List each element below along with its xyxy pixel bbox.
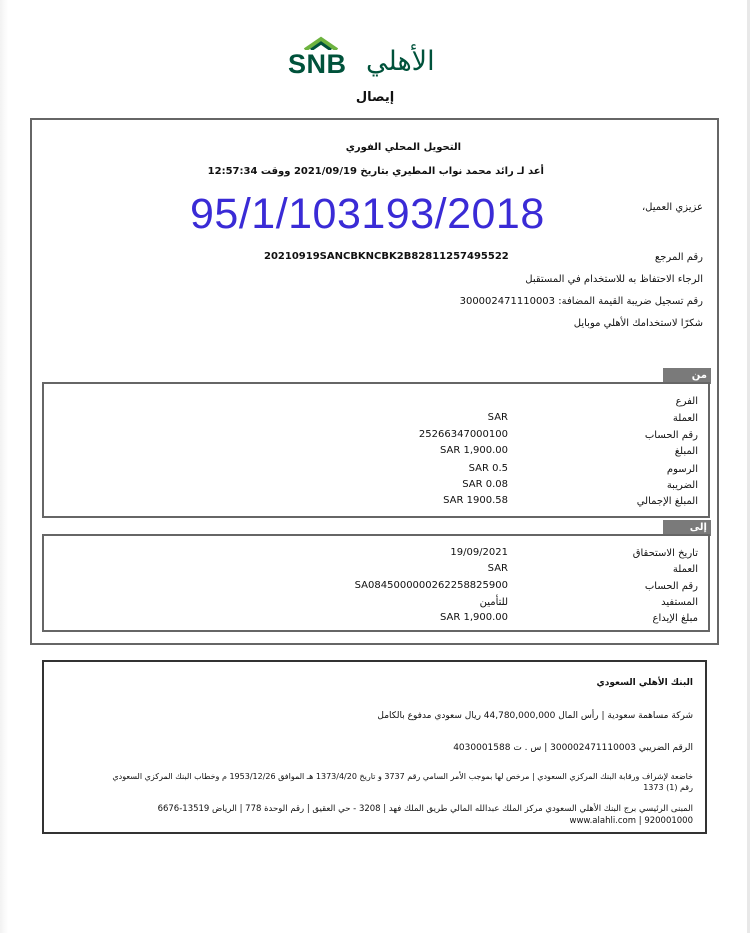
tax-label: الضريبة	[666, 480, 698, 491]
due-date-label: تاريخ الاستحقاق	[632, 548, 698, 559]
address-line: المبنى الرئيسي برج البنك الأهلي السعودي مركز الملك عبدالله المالي طريق الملك فهد | 3208 - حي العقيق | رقم الوحدة 778 | الرياض 13519-6676	[157, 804, 693, 814]
reference-value: 20210919SANCBKNCBK2B82811257495522	[264, 251, 509, 262]
to-tab: إلى	[663, 520, 711, 536]
vat-line: رقم تسجيل ضريبة القيمة المضافة: 300002471110003	[459, 296, 703, 307]
bank-name: البنك الأهلي السعودي	[596, 678, 693, 688]
keep-note: الرجاء الاحتفاظ به للاستخدام في المستقبل	[525, 274, 703, 285]
tax-value: 0.08 SAR	[462, 479, 508, 490]
logo-text-arabic: الأهلي	[366, 46, 435, 77]
contact-line: 920001000 | www.alahli.com	[569, 816, 693, 826]
total-label: المبلغ الإجمالي	[636, 496, 698, 507]
from-account-value: 25266347000100	[418, 429, 508, 440]
to-account-value: SA0845000000262258825900	[354, 580, 508, 591]
prepared-for-line: أعد لـ رائد محمد نواب المطيري بتاريخ 2021/09/19 ووقت 12:57:34	[207, 166, 544, 177]
page-edge	[0, 0, 8, 933]
handwritten-annotation-number: 95/1/103193/2018	[190, 190, 545, 238]
fees-label: الرسوم	[666, 464, 698, 475]
snb-logo	[288, 36, 453, 80]
to-currency-label: العملة	[672, 564, 698, 575]
deposit-label: مبلغ الإيداع	[652, 613, 698, 624]
regulation-line-2: رقم (1) 1373	[643, 783, 693, 792]
regulation-line: خاضعة لإشراف ورقابة البنك المركزي السعودي | مرخص لها بموجب الأمر السامي رقم 3737 و تاريخ 1373/4/20 هـ الموافق 1953/12/26 م وخطاب البنك المركزي السعودي	[112, 772, 693, 781]
amount-label: المبلغ	[674, 446, 698, 457]
amount-value: 1,900.00 SAR	[439, 445, 508, 456]
to-currency-value: SAR	[487, 563, 508, 574]
company-line: شركة مساهمة سعودية | رأس المال 44,780,000,000 ريال سعودي مدفوع بالكامل	[377, 711, 693, 721]
deposit-value: 1,900.00 SAR	[439, 612, 508, 623]
thanks-line: شكرًا لاستخدامك الأهلي موبايل	[573, 318, 703, 329]
tax-cr-line: الرقم الضريبي 300002471110003 | س . ت 4030001588	[453, 743, 693, 753]
greeting: عزيزي العميل،	[641, 202, 703, 213]
from-currency-value: SAR	[487, 412, 508, 423]
to-section	[42, 534, 710, 632]
document-title: إيصال	[355, 90, 395, 105]
from-tab: من	[663, 368, 711, 384]
logo-arch-icon	[301, 36, 341, 50]
bank-footer	[42, 660, 707, 834]
total-value: 1900.58 SAR	[443, 495, 508, 506]
due-date-value: 19/09/2021	[450, 547, 508, 558]
reference-label: رقم المرجع	[654, 252, 703, 263]
beneficiary-label: المستفيد	[661, 597, 698, 608]
logo-text-latin: SNB	[288, 49, 347, 79]
branch-label: الفرع	[675, 396, 698, 407]
from-account-label: رقم الحساب	[644, 430, 698, 441]
from-currency-label: العملة	[672, 413, 698, 424]
from-section	[42, 382, 710, 518]
fees-value: 0.5 SAR	[468, 463, 508, 474]
beneficiary-value: للتأمين	[479, 597, 508, 608]
to-account-label: رقم الحساب	[644, 581, 698, 592]
receipt-title: التحويل المحلي الفوري	[345, 142, 461, 153]
